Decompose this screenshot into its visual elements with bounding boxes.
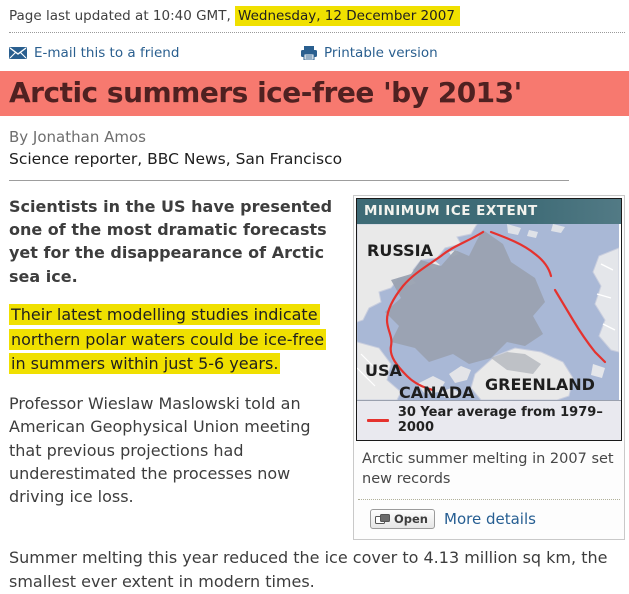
byline-role: Science reporter, BBC News, San Francisco [9, 150, 343, 168]
map-label-usa: USA [365, 361, 402, 380]
media-box [353, 195, 625, 540]
printer-icon [301, 46, 317, 60]
media-sidebar [353, 195, 625, 540]
legend-line-swatch [367, 419, 389, 422]
article-body [9, 195, 625, 540]
open-button[interactable] [370, 509, 435, 529]
more-details-link[interactable]: More details [444, 510, 536, 529]
page-updated-date-highlight: Wednesday, 12 December 2007 [235, 6, 460, 26]
highlighted-paragraph [9, 303, 343, 377]
page-updated-text: Page last updated at 10:40 GMT, [9, 8, 231, 24]
print-link[interactable] [301, 45, 438, 61]
popup-window-icon [375, 514, 390, 525]
email-link-label: E-mail this to a friend [34, 45, 180, 61]
maslowski-paragraph: Professor Wieslaw Maslowski told an American Geophysical Union meeting that previous projections had underestimated the processes now driving ice loss. [9, 394, 311, 506]
article-text-column [9, 195, 353, 523]
page-updated-line [9, 6, 625, 33]
legend-label: 30 Year average from 1979–2000 [397, 405, 603, 435]
highlighted-paragraph-text: Their latest modelling studies indicate northern polar waters could be ice-free in summers within just 5-6 years. [11, 304, 325, 374]
image-caption: Arctic summer melting in 2007 set new records [362, 451, 614, 487]
map-title-bar: MINIMUM ICE EXTENT [357, 199, 621, 224]
map-label-greenland: GREENLAND [485, 375, 595, 394]
arctic-map-image [357, 224, 619, 400]
byline-author: By Jonathan Amos [9, 128, 146, 146]
ice-extent-map [356, 198, 622, 441]
map-legend [357, 400, 621, 440]
map-label-russia: RUSSIA [367, 241, 433, 260]
open-button-label: Open [394, 512, 428, 527]
article-headline: Arctic summers ice-free 'by 2013' [0, 71, 629, 116]
share-row [9, 45, 625, 61]
summer-melting-paragraph: Summer melting this year reduced the ice cover to 4.13 million sq km, the smallest ever extent in modern times. [9, 548, 608, 592]
email-link[interactable] [9, 45, 301, 61]
envelope-icon [9, 47, 27, 59]
byline-divider [9, 180, 569, 181]
map-label-canada: CANADA [399, 383, 475, 400]
lead-paragraph: Scientists in the US have presented one of the most dramatic forecasts yet for the disappearance of Arctic sea ice. [9, 197, 333, 286]
print-link-label: Printable version [324, 45, 438, 61]
media-actions [356, 500, 622, 539]
